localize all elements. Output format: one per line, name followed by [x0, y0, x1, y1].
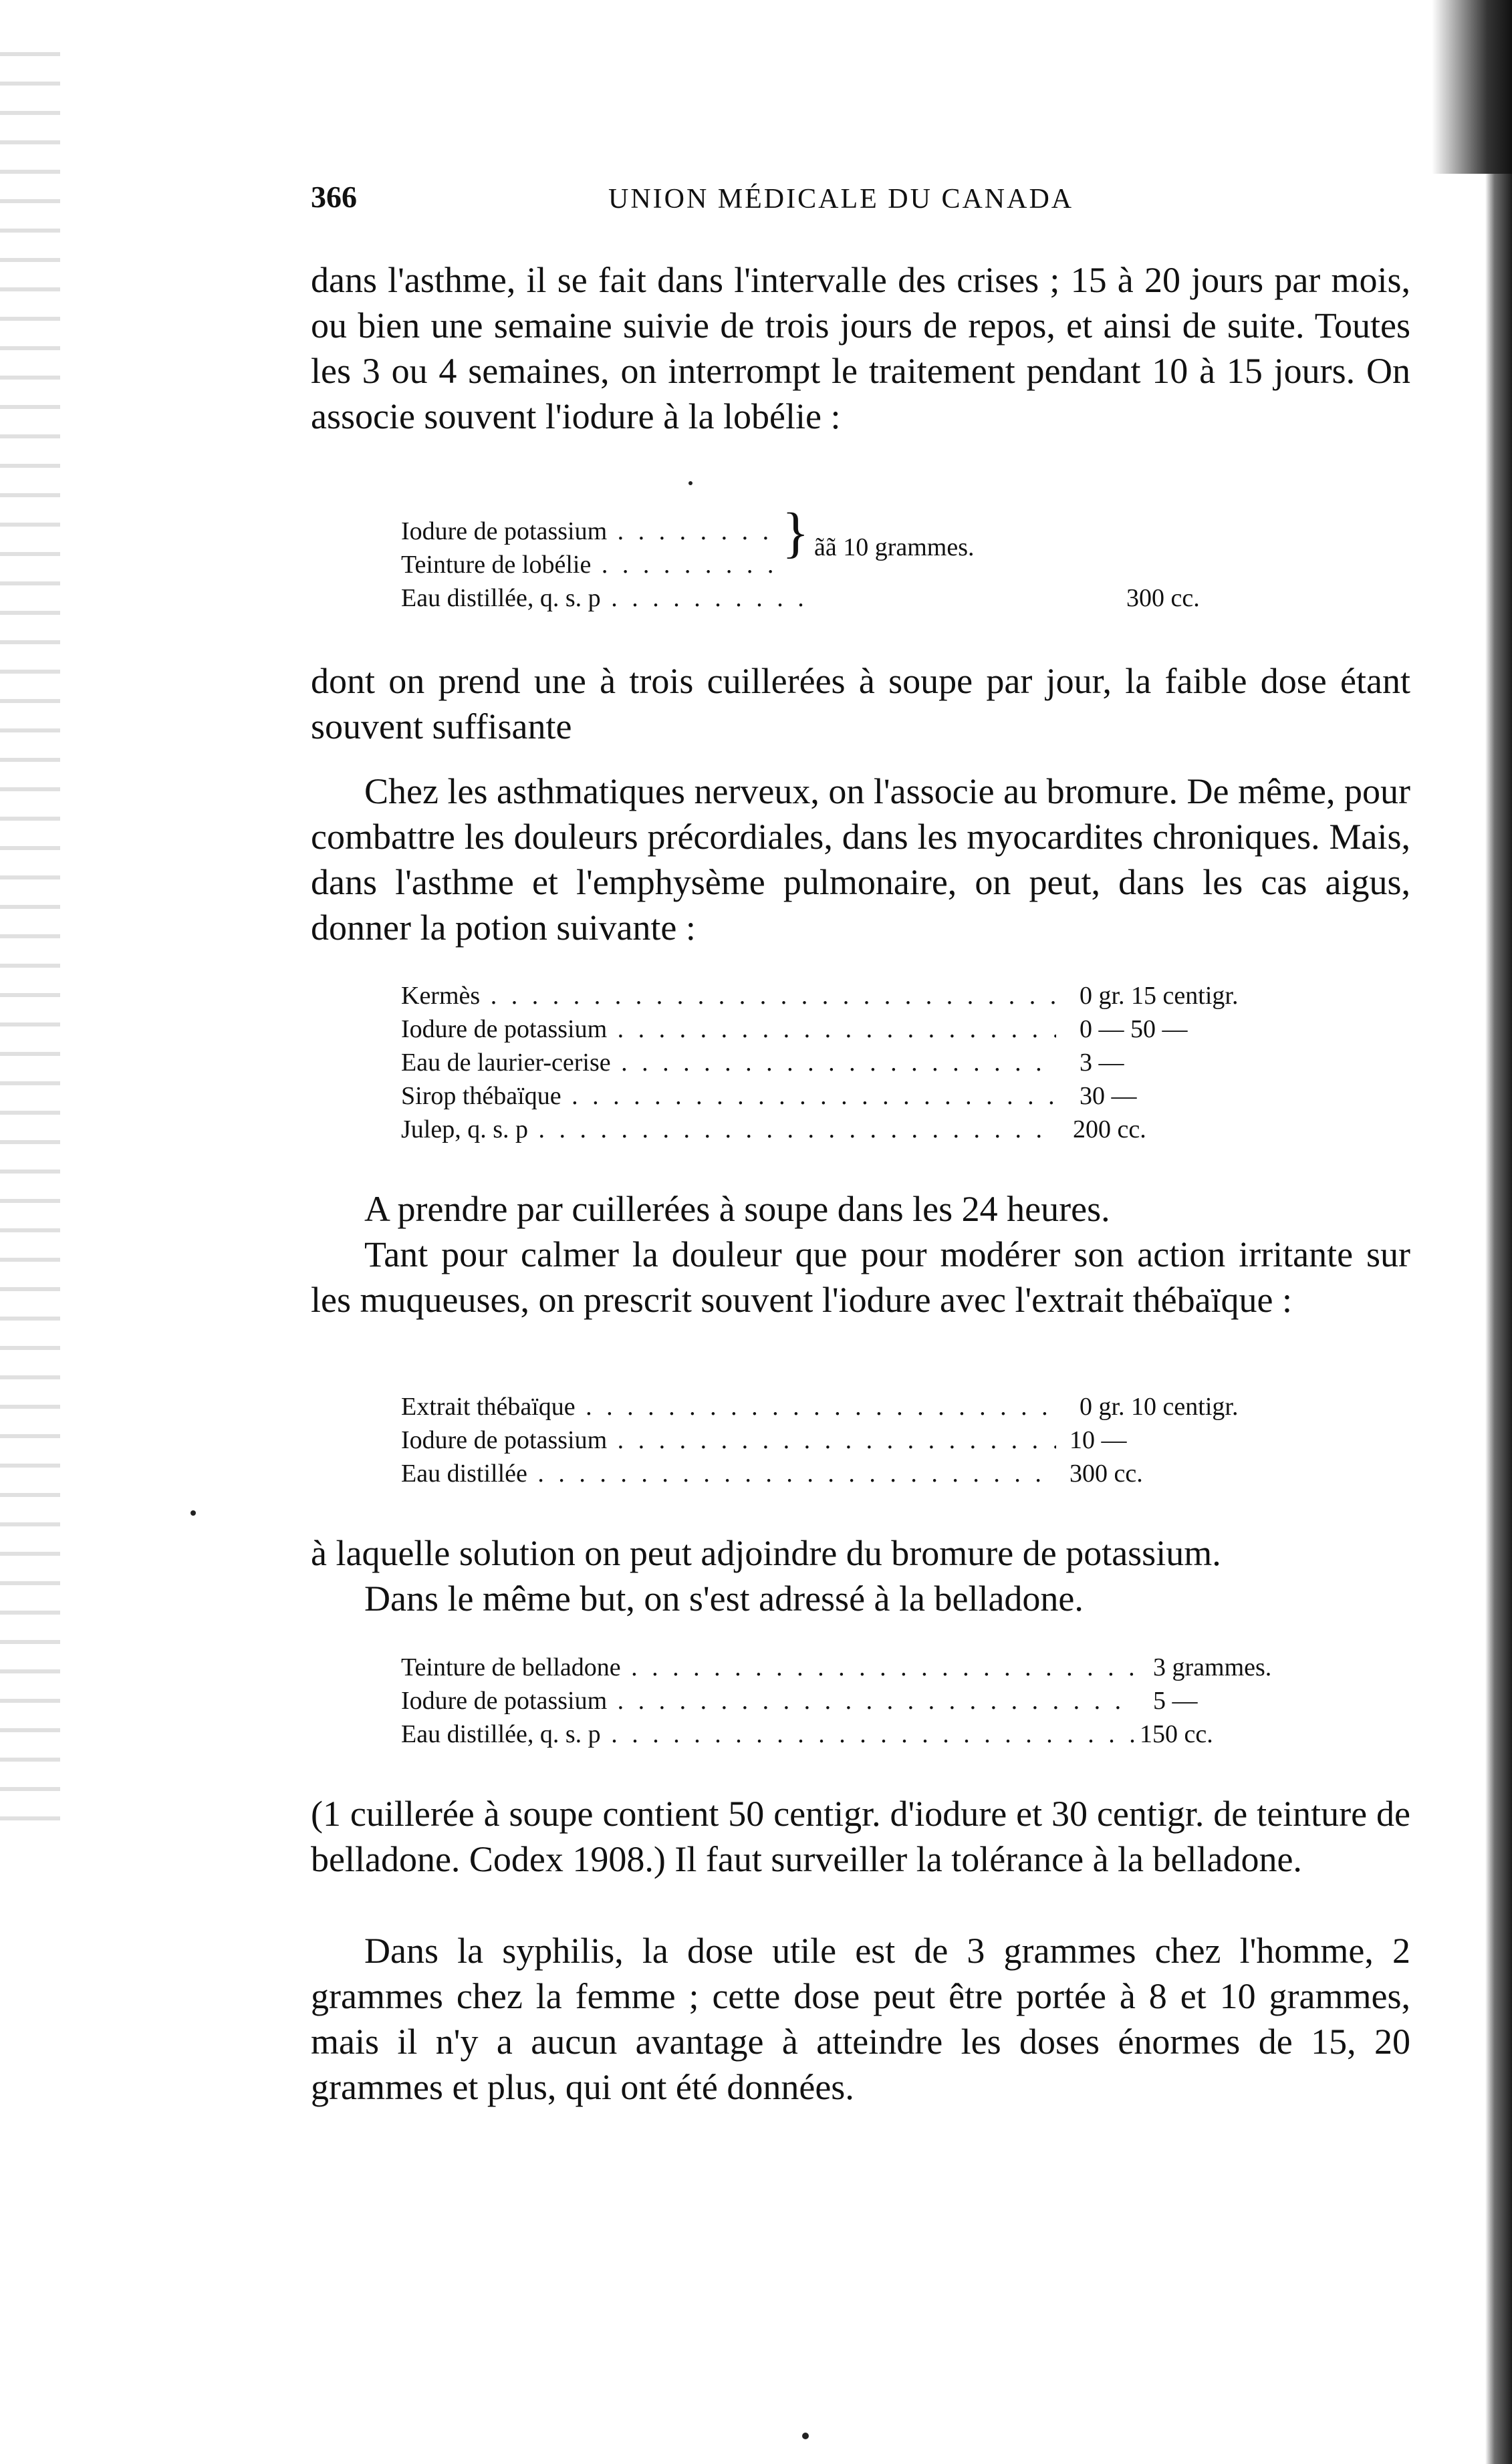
- brace-quantity: ãã 10 grammes.: [814, 533, 975, 561]
- formula-lobelie: [401, 502, 1337, 615]
- ingredient-quantity: 30 —: [1080, 1082, 1137, 1110]
- formula-row: [401, 1651, 1337, 1684]
- left-margin-scan-marks: [0, 27, 60, 1831]
- paragraph-asthme: dans l'asthme, il se fait dans l'intervalle des crises ; 15 à 20 jours par mois, ou bien une semaine suivie de trois jours de repos, et ainsi de suite. Toutes les 3 ou 4 semaines, on interrompt le traitement pendant 10 à 15 jours. On associe souvent l'iodure à la lobélie :: [311, 260, 1410, 436]
- formula-potion: [401, 979, 1337, 1146]
- paragraph-prendre: A prendre par cuillerées à soupe dans les 24 heures.: [364, 1189, 1110, 1229]
- running-head: [311, 179, 1434, 226]
- scan-speck: [191, 1510, 196, 1516]
- formula-row: [401, 1046, 1337, 1079]
- paragraph-dose: dont on prend une à trois cuillerées à soupe par jour, la faible dose étant souvent suffisante: [311, 661, 1410, 746]
- paragraph-calmer: Tant pour calmer la douleur que pour modérer son action irritante sur les muqueuses, on prescrit souvent l'iodure avec l'extrait thébaïque :: [311, 1234, 1410, 1320]
- ingredient-name: Julep, q. s. p . . .: [401, 1113, 1056, 1146]
- ingredient-name: Eau distillée, q. s. p . . .: [401, 1718, 1136, 1751]
- formula-row: [401, 1457, 1337, 1490]
- ingredient-name: Kermès . . .: [401, 979, 1056, 1012]
- ingredient-name: Eau distillée, q. s. p . . .: [401, 581, 815, 615]
- ingredient-name: Iodure de potassium . . .: [401, 1012, 1056, 1046]
- ingredient-quantity: 0 — 50 —: [1080, 1015, 1188, 1043]
- ingredient-quantity: 150 cc.: [1140, 1720, 1213, 1748]
- ingredient-quantity: 200 cc.: [1073, 1115, 1146, 1143]
- ingredient-name: Iodure de potassium . . .: [401, 515, 775, 548]
- ingredient-quantity: 0 gr. 15 centigr.: [1080, 982, 1239, 1010]
- journal-title: UNION MÉDICALE DU CANADA: [608, 184, 1074, 215]
- formula-thebaique: [401, 1390, 1337, 1490]
- ingredient-quantity: 3 grammes.: [1153, 1653, 1272, 1681]
- ingredient-name: Teinture de belladone . . .: [401, 1651, 1136, 1684]
- paragraph-solution: à laquelle solution on peut adjoindre du bromure de potassium.: [311, 1533, 1221, 1573]
- ingredient-name: Iodure de potassium . . .: [401, 1423, 1056, 1457]
- ingredient-quantity: 0 gr. 10 centigr.: [1080, 1393, 1239, 1421]
- right-page-corner-shadow: [1432, 0, 1512, 174]
- ingredient-name: Teinture de lobélie . . .: [401, 548, 775, 581]
- paragraph-syphilis: Dans la syphilis, la dose utile est de 3 grammes chez l'homme, 2 grammes chez la femme ; cette dose peut être portée à 8 et 10 grammes, mais il n'y a aucun avantage à atteindre les doses énormes de 15, 20 grammes et plus, qui ont été données.: [311, 1931, 1410, 2107]
- formula-row: [401, 581, 1337, 615]
- ingredient-name: Iodure de potassium . . .: [401, 1684, 1136, 1718]
- formula-row: [401, 1684, 1337, 1718]
- curly-brace-icon: }: [782, 502, 809, 564]
- ingredient-quantity: 10 —: [1069, 1426, 1127, 1454]
- ingredient-quantity: 5 —: [1153, 1687, 1198, 1715]
- ingredient-quantity: 3 —: [1080, 1049, 1124, 1077]
- page-number: 366: [311, 180, 357, 214]
- formula-row: [401, 1718, 1337, 1751]
- formula-row: [401, 1390, 1337, 1423]
- scan-speck: [802, 2433, 809, 2439]
- paragraph-asthmatiques: Chez les asthmatiques nerveux, on l'associe au bromure. De même, pour combattre les douleurs précordiales, dans les myocardites chroniques. Mais, dans l'asthme et l'emphysème pulmonaire, on peut, dans les cas aigus, donner la potion suivante :: [311, 771, 1410, 948]
- ingredient-quantity: 300 cc.: [1126, 584, 1200, 612]
- paragraph-cuilleree: (1 cuillerée à soupe contient 50 centigr. d'iodure et 30 centigr. de teinture de belladone. Codex 1908.) Il faut surveiller la tolérance à la belladone.: [311, 1794, 1410, 1879]
- ingredient-name: Extrait thébaïque . . .: [401, 1390, 1056, 1423]
- paragraph-belladone: Dans le même but, on s'est adressé à la belladone.: [364, 1579, 1084, 1619]
- formula-row: [401, 1079, 1337, 1113]
- ingredient-name: Sirop thébaïque . . .: [401, 1079, 1056, 1113]
- ingredient-name: Eau distillée . . .: [401, 1457, 1056, 1490]
- scan-speck: [688, 481, 692, 485]
- ingredient-quantity: 300 cc.: [1069, 1460, 1143, 1488]
- ingredient-name: Eau de laurier-cerise . . .: [401, 1046, 1056, 1079]
- formula-row: [401, 1012, 1337, 1046]
- formula-row: [401, 1113, 1337, 1146]
- formula-row: [401, 1423, 1337, 1457]
- formula-row: [401, 979, 1337, 1012]
- right-page-edge-shadow: [1485, 0, 1512, 2464]
- formula-belladone: [401, 1651, 1337, 1751]
